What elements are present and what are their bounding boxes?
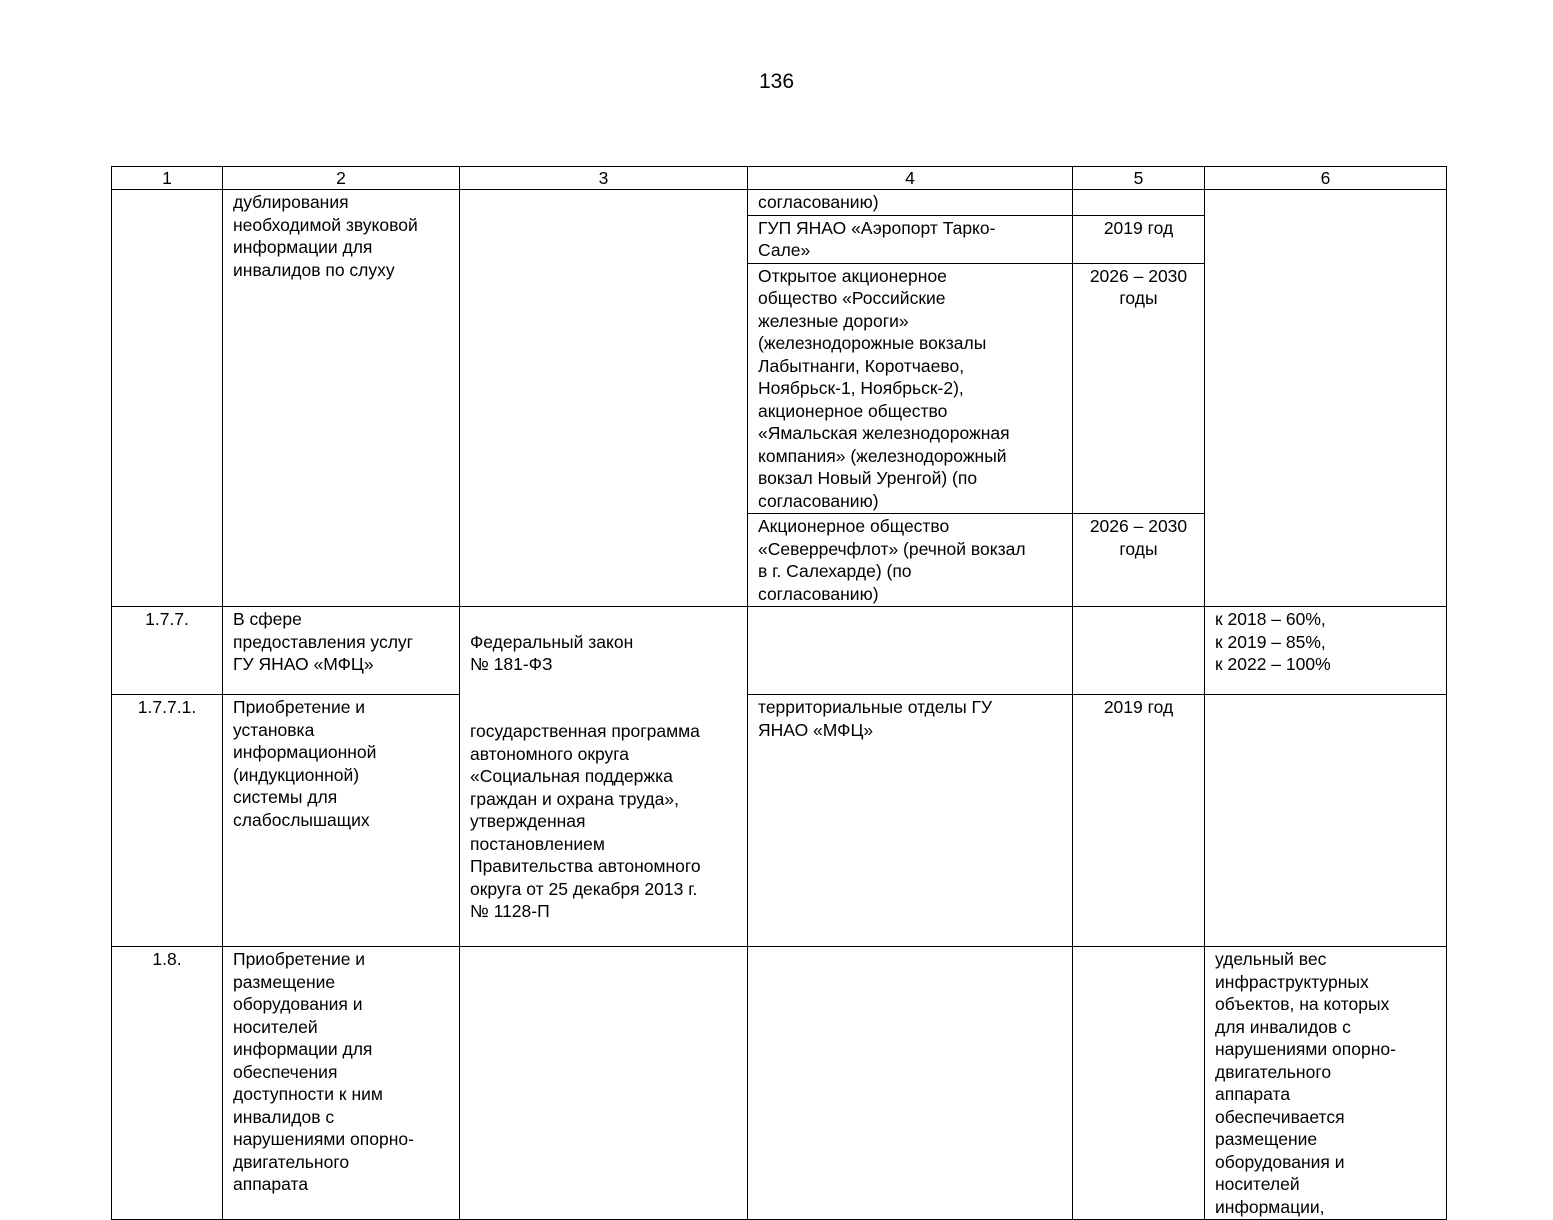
indicator-cell	[1205, 695, 1447, 947]
executor-cell: ГУП ЯНАО «Аэропорт Тарко- Сале»	[748, 215, 1073, 263]
year-cell	[1073, 190, 1205, 216]
executor-cell: территориальные отделы ГУ ЯНАО «МФЦ»	[748, 695, 1073, 947]
basis-cell	[460, 947, 748, 1220]
indicator-cell: удельный вес инфраструктурных объектов, на которых для инвалидов с нарушениями опорно- двигательного аппарата обеспечивается размещение оборудования и носителей информации,	[1205, 947, 1447, 1220]
basis-cell	[460, 607, 748, 947]
executor-cell: Открытое акционерное общество «Российские железные дороги» (железнодорожные вокзалы Лабытнанги, Коротчаево, Ноябрьск-1, Ноябрьск-2), акционерное общество «Ямальская железнодорожная компания» (железнодорожный вокзал Новый Уренгой) (по согласованию)	[748, 263, 1073, 514]
indicator-cell: к 2018 – 60%, к 2019 – 85%, к 2022 – 100%	[1205, 607, 1447, 695]
num-cell: 1.7.7.1.	[112, 695, 223, 947]
table-row	[112, 695, 1447, 947]
year-cell: 2026 – 2030 годы	[1073, 514, 1205, 607]
executor-cell: Акционерное общество «Северречфлот» (речной вокзал в г. Салехарде) (по согласованию)	[748, 514, 1073, 607]
year-cell	[1073, 607, 1205, 695]
basis-program: государственная программа автономного округа «Социальная поддержка граждан и охрана труда», утвержденная постановлением Правительства автономного округа от 25 декабря 2013 г. № 1128-П	[470, 721, 701, 921]
basis-cell	[460, 190, 748, 607]
header-cell: 5	[1073, 167, 1205, 190]
header-cell: 1	[112, 167, 223, 190]
measure-name-cell: дублирования необходимой звуковой информации для инвалидов по слуху	[223, 190, 460, 607]
num-cell	[112, 190, 223, 607]
page-number: 136	[758, 70, 795, 93]
measure-name-cell: Приобретение и размещение оборудования и носителей информации для обеспечения доступности к ним инвалидов с нарушениями опорно- двигательного аппарата	[223, 947, 460, 1220]
table-row	[112, 607, 1447, 695]
measure-name-cell: В сфере предоставления услуг ГУ ЯНАО «МФЦ»	[223, 607, 460, 695]
measures-table	[111, 166, 1447, 1220]
year-cell: 2026 – 2030 годы	[1073, 263, 1205, 514]
header-cell: 2	[223, 167, 460, 190]
indicator-cell	[1205, 190, 1447, 607]
executor-cell	[748, 607, 1073, 695]
num-cell: 1.7.7.	[112, 607, 223, 695]
basis-law: Федеральный закон № 181-ФЗ	[470, 631, 634, 674]
table-row	[112, 947, 1447, 1220]
header-cell: 3	[460, 167, 748, 190]
year-cell: 2019 год	[1073, 215, 1205, 263]
table-row	[112, 190, 1447, 216]
num-cell: 1.8.	[112, 947, 223, 1220]
year-cell: 2019 год	[1073, 695, 1205, 947]
header-cell: 4	[748, 167, 1073, 190]
header-cell: 6	[1205, 167, 1447, 190]
executor-cell: согласованию)	[748, 190, 1073, 216]
header-row	[112, 167, 1447, 190]
measure-name-cell: Приобретение и установка информационной (индукционной) системы для слабослышащих	[223, 695, 460, 947]
year-cell	[1073, 947, 1205, 1220]
executor-cell	[748, 947, 1073, 1220]
